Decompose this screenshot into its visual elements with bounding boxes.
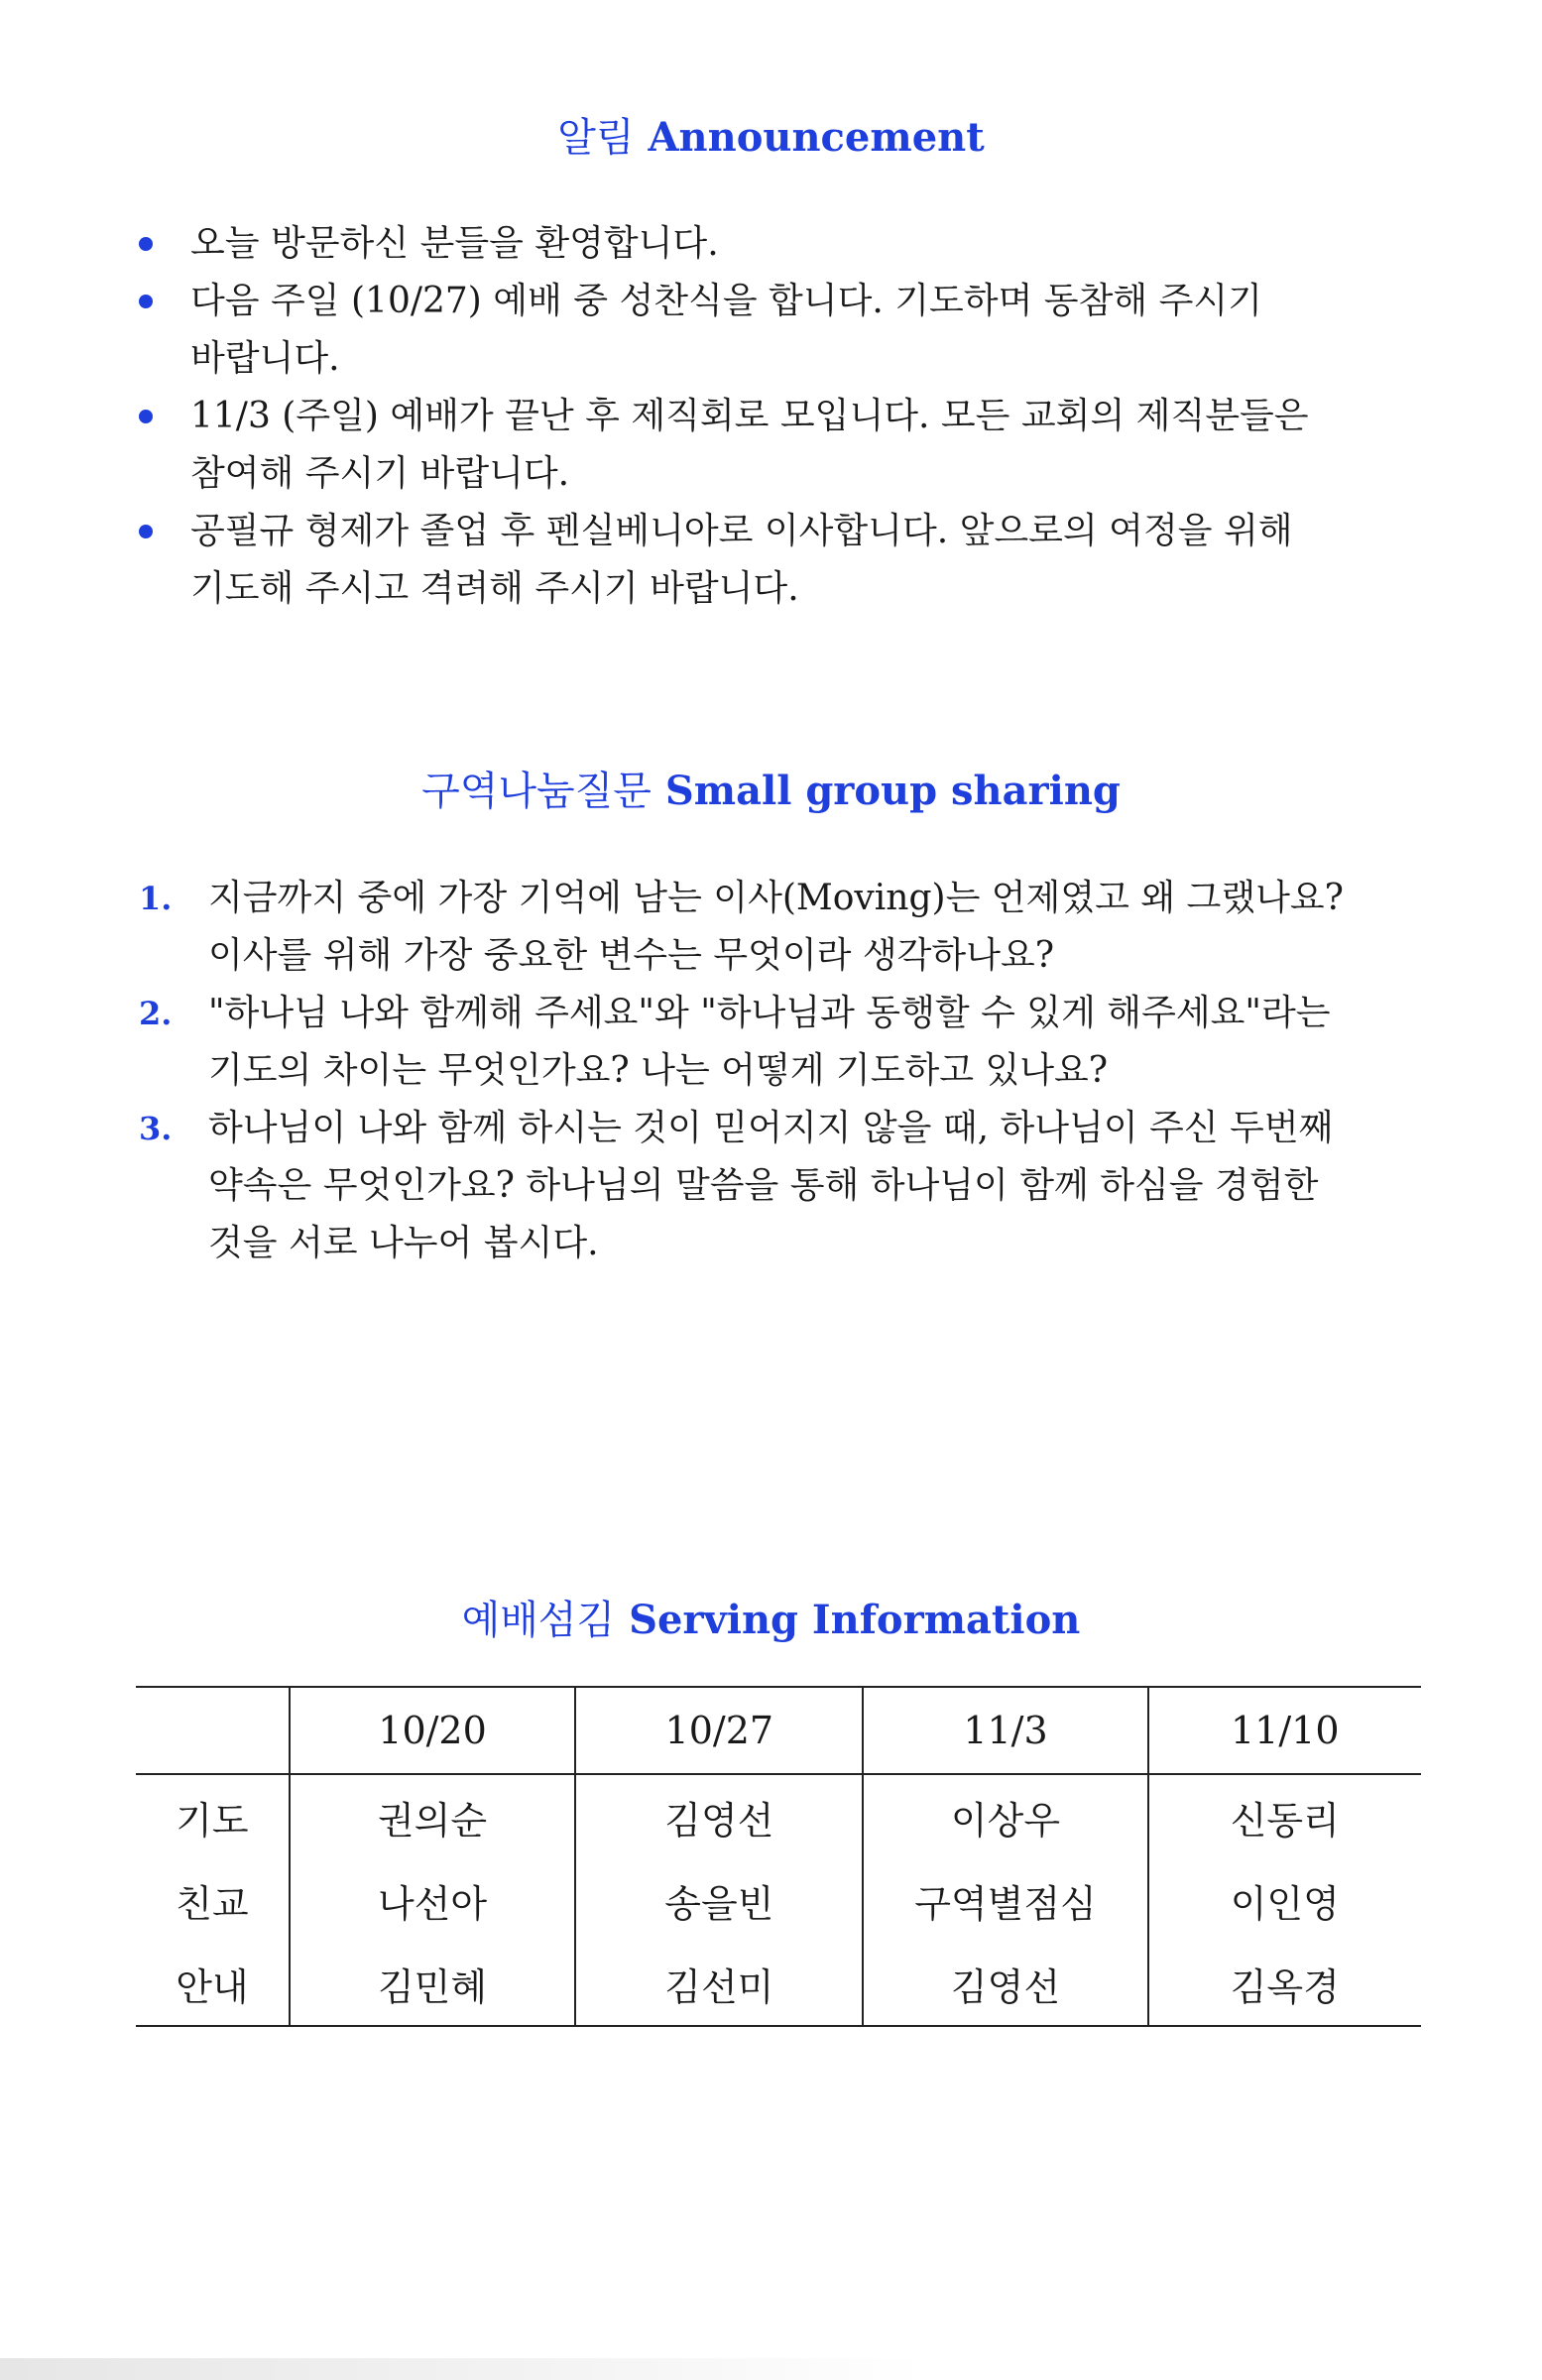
question-line: 하나님이 나와 함께 하시는 것이 믿어지지 않을 때, 하나님이 주신 두번째 <box>208 1108 1334 1148</box>
serving-name: 송을빈 <box>575 1858 863 1942</box>
serving-name: 김민혜 <box>290 1942 575 2026</box>
serving-name: 김옥경 <box>1148 1942 1421 2026</box>
announcement-item <box>139 273 1388 388</box>
serving-date-header: 10/27 <box>575 1687 863 1774</box>
question-number: 1. <box>139 880 173 917</box>
question-line: 이사를 위해 가장 중요한 변수는 무엇이라 생각하나요? <box>208 935 1055 976</box>
serving-name: 김영선 <box>575 1774 863 1858</box>
serving-name: 김영선 <box>863 1942 1147 2026</box>
question-line: 기도의 차이는 무엇인가요? 나는 어떻게 기도하고 있나요? <box>208 1050 1109 1091</box>
serving-title-en: Serving Information <box>629 1597 1081 1643</box>
bullet-icon <box>139 237 153 251</box>
question-line: 지금까지 중에 가장 기억에 남는 이사(Moving)는 언제였고 왜 그랬나요? <box>208 878 1344 918</box>
announcement-line: 오늘 방문하신 분들을 환영합니다. <box>190 223 719 264</box>
bullet-icon <box>139 295 153 308</box>
announcement-item <box>139 215 1388 273</box>
announcement-list <box>139 215 1388 618</box>
question-number: 2. <box>139 995 173 1032</box>
announcement-title <box>0 113 1542 163</box>
sharing-question <box>139 985 1408 1100</box>
serving-role: 친교 <box>176 1881 249 1926</box>
serving-name: 김선미 <box>575 1942 863 2026</box>
announcement-line: 다음 주일 (10/27) 예배 중 성찬식을 합니다. 기도하며 동참해 주시기 <box>190 281 1262 321</box>
serving-row <box>136 1942 1421 2026</box>
announcement-title-ko: 알림 <box>557 115 635 161</box>
serving-table <box>136 1686 1421 2027</box>
serving-date-header: 11/10 <box>1148 1687 1421 1774</box>
serving-name: 나선아 <box>290 1858 575 1942</box>
serving-header-empty <box>136 1687 290 1774</box>
serving-role: 안내 <box>136 1942 290 2026</box>
serving-name: 신동리 <box>1148 1774 1421 1858</box>
serving-name: 구역별점심 <box>863 1858 1147 1942</box>
serving-title <box>0 1596 1542 1645</box>
sharing-question <box>139 870 1408 985</box>
serving-row <box>136 1774 1421 1858</box>
announcement-line: 기도해 주시고 격려해 주시기 바랍니다. <box>190 568 799 609</box>
announcement-line: 공필규 형제가 졸업 후 펜실베니아로 이사합니다. 앞으로의 여정을 위해 <box>190 511 1293 551</box>
question-line: 것을 서로 나누어 봅시다. <box>208 1223 599 1263</box>
announcement-item <box>139 503 1388 618</box>
serving-date-header: 11/3 <box>863 1687 1147 1774</box>
announcement-item <box>139 388 1388 503</box>
serving-row <box>136 1858 1421 1942</box>
bullet-icon <box>139 410 153 423</box>
bullet-icon <box>139 525 153 538</box>
announcement-line: 11/3 (주일) 예배가 끝난 후 제직회로 모입니다. 모든 교회의 제직분들은 <box>190 396 1309 436</box>
serving-name: 이상우 <box>863 1774 1147 1858</box>
announcement-line: 바랍니다. <box>190 338 340 379</box>
sharing-question <box>139 1100 1408 1272</box>
sharing-title-en: Small group sharing <box>664 768 1121 814</box>
page-bottom-shadow <box>0 2358 1542 2380</box>
serving-name: 권의순 <box>290 1774 575 1858</box>
serving-date-header: 10/20 <box>290 1687 575 1774</box>
question-number: 3. <box>139 1110 173 1147</box>
announcement-title-en: Announcement <box>648 114 985 161</box>
announcement-line: 참여해 주시기 바랍니다. <box>190 453 570 494</box>
question-line: 약속은 무엇인가요? 하나님의 말씀을 통해 하나님이 함께 하심을 경험한 <box>208 1165 1319 1206</box>
sharing-question-list <box>139 870 1408 1272</box>
serving-header-row <box>136 1687 1421 1774</box>
sharing-title-ko: 구역나눔질문 <box>421 769 652 814</box>
serving-name: 이인영 <box>1148 1858 1421 1942</box>
serving-role: 기도 <box>176 1798 249 1843</box>
serving-title-ko: 예배섬김 <box>461 1598 616 1643</box>
question-line: "하나님 나와 함께해 주세요"와 "하나님과 동행할 수 있게 해주세요"라는 <box>208 993 1331 1033</box>
sharing-title <box>0 767 1542 816</box>
